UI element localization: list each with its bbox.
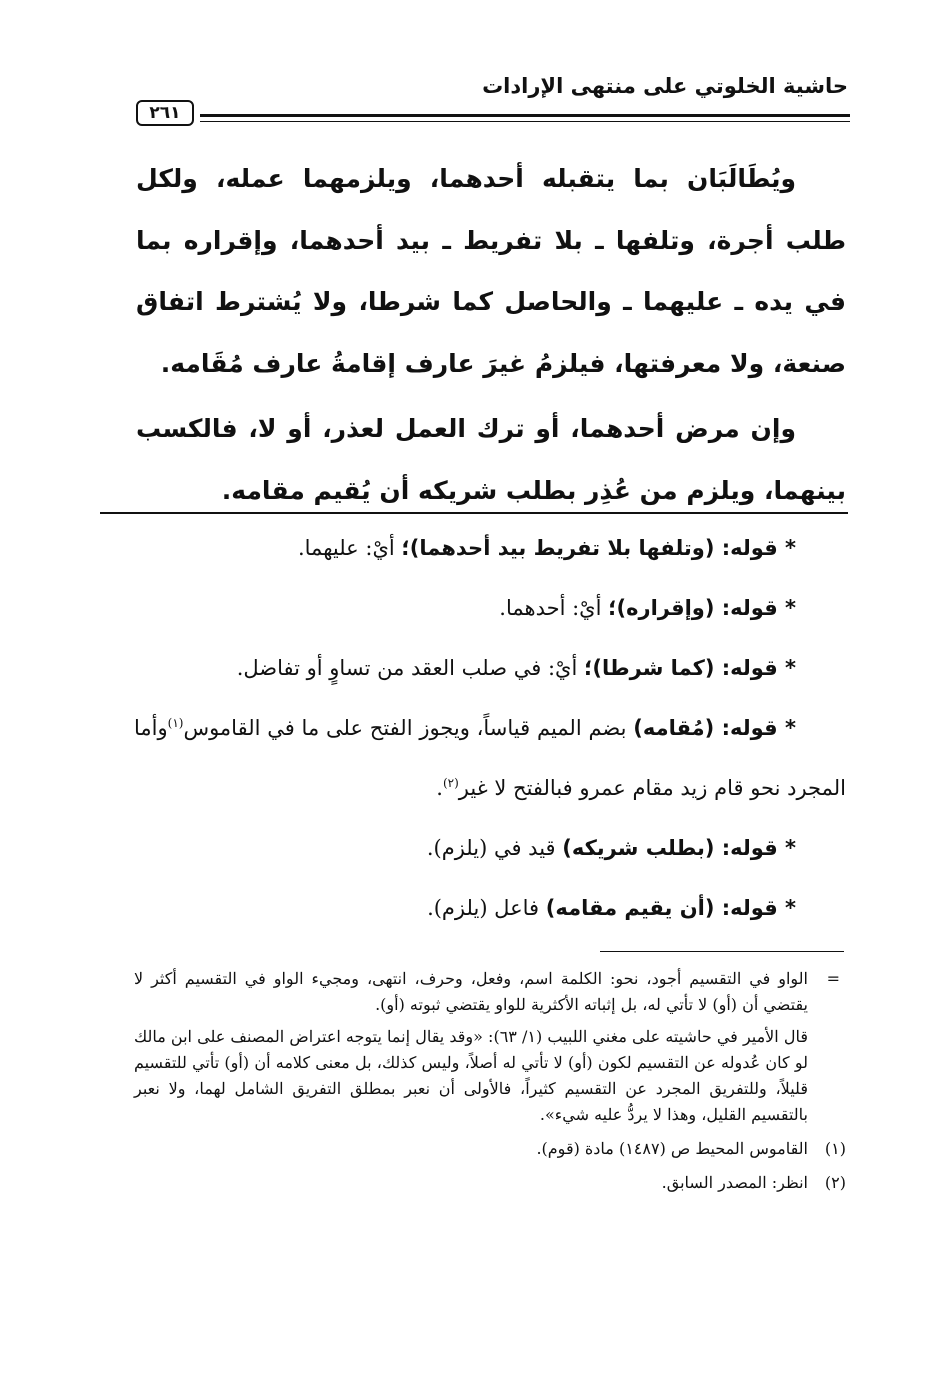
- continuation-mark: =: [826, 969, 840, 988]
- commentary-note: [134, 878, 846, 938]
- note-text: أيْ: أحدهما.: [499, 596, 609, 620]
- commentary-note: [134, 818, 846, 878]
- footnotes: [134, 966, 846, 1196]
- note-continuation: وأما المجرد نحو قام زيد مقام عمرو فبالفتح لا غير: [134, 716, 846, 800]
- footnote-quote: قال الأمير في حاشيته على مغني اللبيب (١/ ٦٣): «وقد يقال إنما يتوجه اعتراض المصنف على ابن مالك لو كان عُدوله عن التقسيم لكون (أو) لا تأتي له أصلاً، وليس كذلك، بل معنى كلامه أن (أو) تأتي للتقسيم قليلاً، وللتفريق المجرد عن التقسيم كثيراً، فالأولى أن نعبر بمطلق التفريق الشامل لهما، ولا نعبر بالتقسيم القليل، وهذا لا يردُّ عليه شيء».: [134, 1027, 809, 1124]
- main-paragraph: ويُطَالَبَان بما يتقبله أحدهما، ويلزمهما عمله، ولكل طلب أجرة، وتلفها ـ بلا تفريط ـ بيد أحدهما، وإقراره بما في يده ـ عليهما ـ والحاصل كما شرطا، ولا يُشترط اتفاق صنعة، ولا معرفتها، فيلزمُ غيرَ عارف إقامةُ عارف مُقَامه.: [136, 164, 846, 378]
- note-end: .: [436, 776, 443, 800]
- note-lead: * قوله: (أن يقيم مقامه): [545, 896, 796, 920]
- main-paragraph: وإن مرض أحدهما، أو ترك العمل لعذر، أو لا، فالكسب بينهما، ويلزم من عُذِر بطلب شريكه أن يُقيم مقامه.: [136, 414, 846, 505]
- footnote-divider: [600, 951, 844, 952]
- footnote-text: انظر: المصدر السابق.: [661, 1173, 808, 1192]
- header-rule-thin: [200, 121, 850, 122]
- footnote-ref[interactable]: (١): [167, 716, 184, 730]
- running-header-title: حاشية الخلوتي على منتهى الإرادات: [482, 74, 848, 98]
- footnote-item: [134, 1170, 846, 1196]
- note-text: قيد في (يلزم).: [426, 836, 563, 860]
- footnote-ref[interactable]: (٢): [442, 776, 459, 790]
- commentary-note: [134, 698, 846, 818]
- main-text-divider: [100, 512, 848, 514]
- note-text: أيْ: عليهما.: [297, 536, 402, 560]
- note-lead: * قوله: (بطلب شريكه): [562, 836, 796, 860]
- footnote-text: القاموس المحيط ص (١٤٨٧) مادة (قوم).: [536, 1139, 808, 1158]
- commentary-note: [134, 518, 846, 578]
- commentary-note: [134, 638, 846, 698]
- note-text: بضم الميم قياساً، ويجوز الفتح على ما في القاموس: [183, 716, 634, 740]
- header-rule: [200, 114, 850, 117]
- footnote-continuation: [134, 966, 846, 1018]
- note-text: فاعل (يلزم).: [427, 896, 546, 920]
- main-text: [136, 148, 846, 521]
- note-lead: * قوله: (وتلفها بلا تفريط بيد أحدهما)؛: [401, 536, 796, 560]
- footnote-number: (١): [824, 1139, 846, 1158]
- note-lead: * قوله: (وإقراره)؛: [608, 596, 796, 620]
- commentary-note: [134, 578, 846, 638]
- note-lead: * قوله: (كما شرطا)؛: [584, 656, 796, 680]
- note-text: أيْ: في صلب العقد من تساوٍ أو تفاضل.: [236, 656, 584, 680]
- footnote-continuation-text: الواو في التقسيم أجود، نحو: الكلمة اسم، وفعل، وحرف، انتهى، ومجيء الواو في التقسيم أكثر لا يقتضي أن (أو) لا تأتي له، بل إثباته الأكثرية للواو يقتضي ثبوته (أو).: [134, 969, 808, 1014]
- commentary-notes: [134, 518, 846, 938]
- note-lead: * قوله: (مُقامه): [633, 716, 796, 740]
- footnote-number: (٢): [824, 1173, 846, 1192]
- footnote-item: [134, 1136, 846, 1162]
- page-number: ٢٦١: [136, 100, 194, 126]
